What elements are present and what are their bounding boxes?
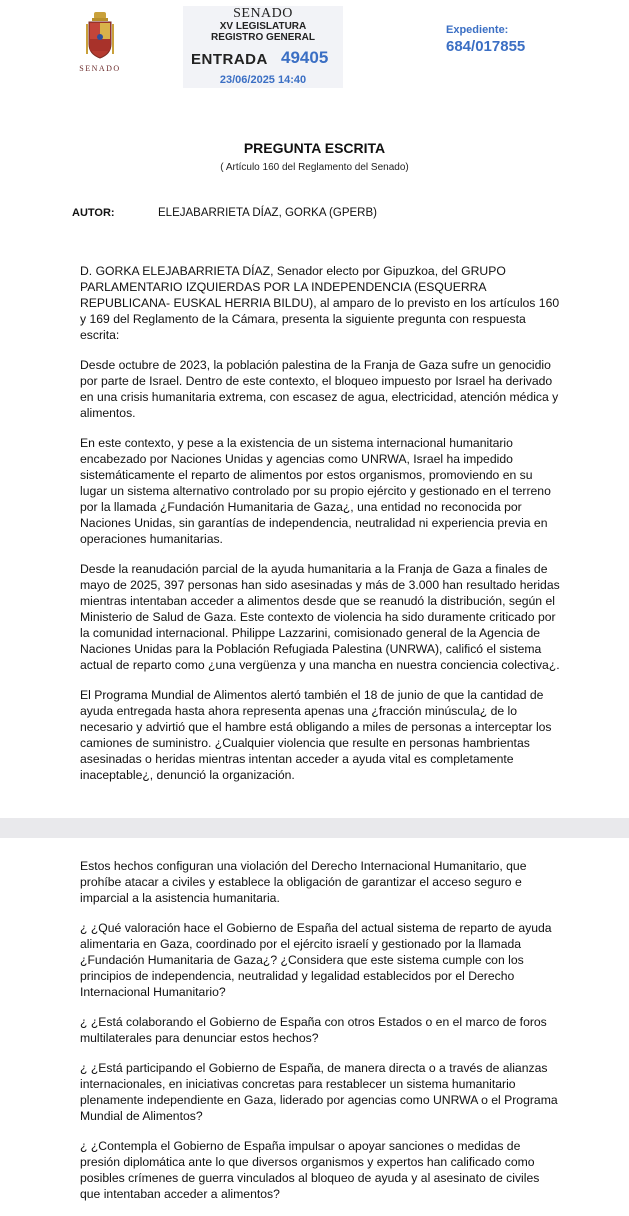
page1-body	[80, 263, 560, 797]
expediente-label: Expediente:	[446, 24, 509, 36]
stamp-registro: REGISTRO GENERAL	[211, 32, 315, 43]
stamp-datetime: 23/06/2025 14:40	[219, 74, 307, 86]
paragraph: El Programa Mundial de Alimentos alertó también el 18 de junio de que la cantidad de ayuda entregada hasta ahora representa apenas una ¿fracción minúscula¿ de lo necesario y advirtió que el hambre está obligando a miles de personas a interceptar los camiones de suministro. ¿Cualquier violencia que resulte en personas hambrientas asesinadas o heridas mientras intentan acceder a ayuda vital es completamente inaceptable¿, denunció la organización.	[80, 688, 552, 782]
paragraph: Desde octubre de 2023, la población palestina de la Franja de Gaza sufre un genocidio por parte de Israel. Dentro de este contexto, el bloqueo impuesto por Israel ha derivado en una crisis humanitaria extrema, con escasez de agua, electricidad, atención médica y alimentos.	[80, 358, 559, 420]
paragraph: En este contexto, y pese a la existencia de un sistema internacional humanitario encabezado por Naciones Unidas y agencias como UNRWA, Israel ha impedido sistemáticamente el reparto de alimentos por estos organismos, promoviendo en su lugar un sistema alternativo controlado por su propio ejército y gestionado en el terreno por la llamada ¿Fundación Humanitaria de Gaza¿, una entidad no reconocida por Naciones Unidas, sin garantías de independencia, neutralidad ni experiencia previa en operaciones humanitarias.	[80, 436, 551, 546]
question: ¿ ¿Está participando el Gobierno de España, de manera directa o a través de alianzas internacionales, en iniciativas concretas para restablecer un sistema humanitario plenamente independiente en Gaza, liderado por agencias como UNRWA o el Programa Mundial de Alimentos?	[80, 1061, 558, 1123]
logo-text: SENADO	[79, 64, 121, 73]
senado-crest-icon	[85, 10, 115, 62]
stamp-legislatura: XV LEGISLATURA	[219, 21, 307, 32]
autor-label: AUTOR:	[72, 207, 115, 219]
paragraph: Desde la reanudación parcial de la ayuda humanitaria a la Franja de Gaza a finales de mayo de 2025, 397 personas han sido asesinadas y más de 3.000 han resultado heridas mientras intentaban acceder a alimentos desde que se reanudó la distribución, según el Ministerio de Salud de Gaza. Este contexto de violencia ha sido duramente criticado por la comunidad internacional. Philippe Lazzarini, comisionado general de la Agencia de Naciones Unidas para la Población Refugiada Palestina (UNRWA), calificó el sistema actual de reparto como ¿una vergüenza y una mancha en nuestra conciencia colectiva¿.	[80, 562, 560, 672]
expediente-value: 684/017855	[446, 38, 526, 55]
question: ¿ ¿Está colaborando el Gobierno de España con otros Estados o en el marco de foros multilaterales para denunciar estos hechos?	[80, 1015, 547, 1045]
stamp-entrada-label: ENTRADA	[191, 51, 268, 68]
autor-value: ELEJABARRIETA DÍAZ, GORKA (GPERB)	[158, 207, 377, 219]
senado-logo	[70, 10, 130, 80]
document-page-2	[0, 838, 629, 1200]
question: ¿ ¿Qué valoración hace el Gobierno de España del actual sistema de reparto de ayuda alimentaria en Gaza, coordinado por el ejército israelí y gestionado por la llamada ¿Fundación Humanitaria de Gaza¿? ¿Considera que este sistema cumple con los principios de independencia, neutralidad y legalidad establecidos por el Derecho Internacional Humanitario?	[80, 921, 552, 999]
question: ¿ ¿Contempla el Gobierno de España impulsar o apoyar sanciones o medidas de presión diplomática ante lo que diversos organismos y expertos han calificado como posibles crímenes de guerra vinculados al bloqueo de ayuda y al asesinato de civiles que intentaban acceder a alimentos?	[80, 1139, 540, 1201]
page2-body	[80, 858, 560, 1216]
page-separator	[0, 818, 629, 838]
stamp-org: SENADO	[233, 6, 293, 21]
document-title: PREGUNTA ESCRITA	[243, 140, 386, 156]
stamp-entrada-number: 49405	[281, 48, 329, 67]
paragraph: Estos hechos configuran una violación del Derecho Internacional Humanitario, que prohíbe atacar a civiles y establece la obligación de garantizar el acceso seguro e imparcial a la asistencia humanitaria.	[80, 859, 527, 905]
registry-stamp	[183, 6, 343, 88]
paragraph: D. GORKA ELEJABARRIETA DÍAZ, Senador electo por Gipuzkoa, del GRUPO PARLAMENTARIO IZQUIERDAS POR LA INDEPENDENCIA (ESQUERRA REPUBLICANA- EUSKAL HERRIA BILDU), al amparo de lo previsto en los artículos 160 y 169 del Reglamento de la Cámara, presenta la siguiente pregunta con respuesta escrita:	[80, 264, 560, 342]
document-subtitle: ( Artículo 160 del Reglamento del Senado)	[220, 162, 409, 173]
